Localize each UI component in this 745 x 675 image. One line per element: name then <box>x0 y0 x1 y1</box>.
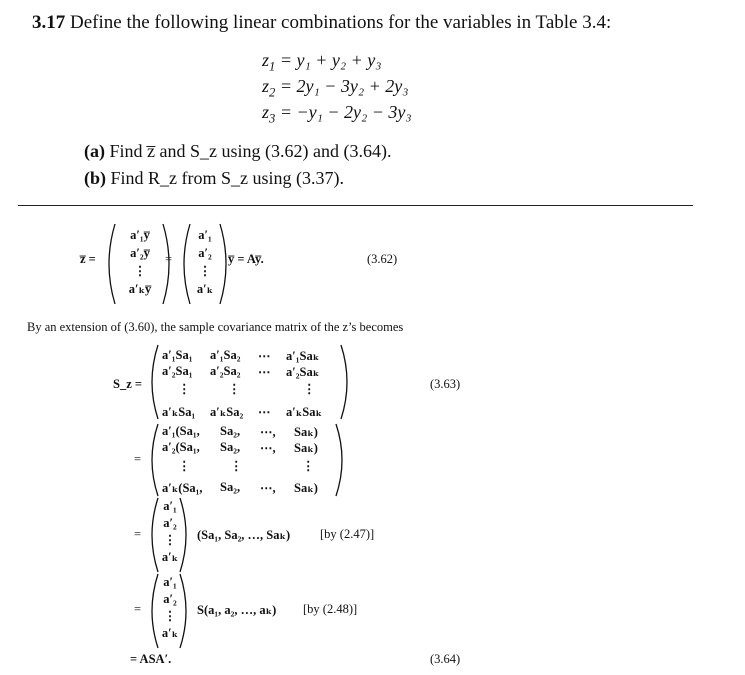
eq-362-rhs: y̅ = Ay̅. <box>228 252 264 266</box>
final-result: = ASA′. <box>130 652 172 666</box>
section-divider <box>18 205 693 206</box>
step4-rhs: S(a₁, a₂, …, aₖ) <box>197 603 277 617</box>
step3-rhs: (Sa₁, Sa₂, …, Saₖ) <box>197 528 291 542</box>
equation-z1: $z_1 = y_1 + y_2 + y_3$ <box>262 50 382 74</box>
step3-ref: [by (2.47)] <box>320 527 375 541</box>
sz-label: S_z = <box>113 377 142 391</box>
eq-363-tag: (3.63) <box>430 377 461 391</box>
part-b: (b) Find R_z from S_z using (3.37). <box>84 168 344 188</box>
eq-362-col1: a′₁y̅ a′₂y̅ ⋮ a′ₖy̅ <box>128 228 152 296</box>
covariance-intro: By an extension of (3.60), the sample covariance matrix of the z’s becomes <box>27 320 404 334</box>
equals-step2: = <box>134 452 142 466</box>
col-vec-step3: a′₁ a′₂ ⋮ a′ₖ <box>161 499 179 564</box>
problem-number: 3.17 <box>32 12 66 33</box>
eq-362-col2: a′₁ a′₂ ⋮ a′ₖ <box>196 228 214 296</box>
step4-ref: [by (2.48)] <box>303 602 358 616</box>
part-a: (a) Find z̅ and S_z using (3.62) and (3.64). <box>84 141 392 161</box>
eq-362-tag: (3.62) <box>367 252 398 266</box>
equals-step3: = <box>134 527 142 541</box>
equation-z3: $z_3 = -y_1 - 2y_2 - 3y_3$ <box>262 102 412 126</box>
eq-364-tag: (3.64) <box>430 652 461 666</box>
equals-step4: = <box>134 602 142 616</box>
col-vec-step4: a′₁ a′₂ ⋮ a′ₖ <box>161 575 179 640</box>
problem-text: Define the following linear combinations for the variables in Table 3.4: <box>70 12 612 33</box>
equals-362: = <box>165 252 173 266</box>
equation-z2: $z_2 = 2y_1 - 3y_2 + 2y_3$ <box>262 76 409 100</box>
zbar-label: z̅ = <box>80 252 96 266</box>
problem-statement <box>32 12 611 34</box>
